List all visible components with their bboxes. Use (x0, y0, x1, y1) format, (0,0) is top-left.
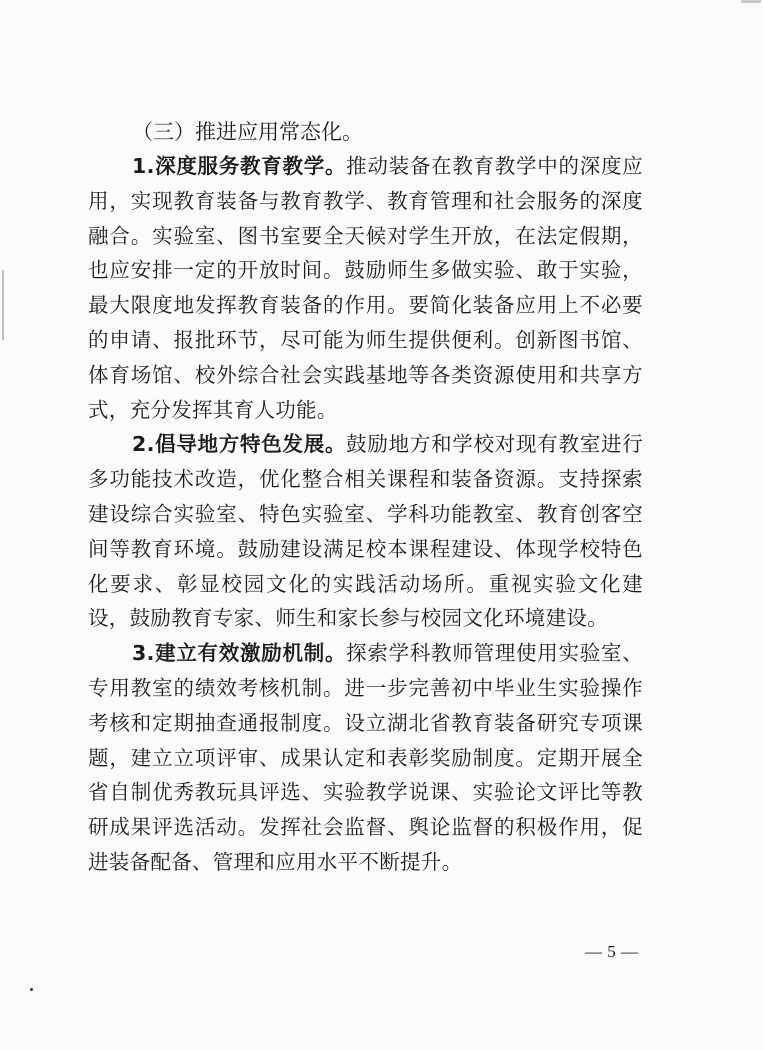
scan-dot (30, 988, 33, 991)
paragraph-2-body: 鼓励地方和学校对现有教室进行多功能技术改造，优化整合相关课程和装备资源。支持探索建设综合实验室、特色实验室、学科功能教室、教育创客空间等教育环境。鼓励建设满足校本课程建设、体现学校特色化要求、彰显校园文化的实践活动场所。重视实验文化建设，鼓励教育专家、师生和家长参与校园文化环境建设。 (88, 432, 643, 631)
paragraph-2-title: 2.倡导地方特色发展。 (132, 432, 347, 457)
paragraph-1-body: 推动装备在教育教学中的深度应用，实现教育装备与教育教学、教育管理和社会服务的深度融合。实验室、图书室要全天候对学生开放，在法定假期，也应安排一定的开放时间。鼓励师生多做实验、敢于实验，最大限度地发挥教育装备的作用。要简化装备应用上不必要的申请、报批环节，尽可能为师生提供便利。创新图书馆、体育场馆、校外综合社会实践基地等各类资源使用和共享方式，充分发挥其育人功能。 (88, 154, 643, 422)
document-body (88, 115, 643, 880)
page-number: — 5 — (585, 942, 639, 961)
paragraph-3-body: 探索学科教师管理使用实验室、专用教室的绩效考核机制。进一步完善初中毕业生实验操作考核和定期抽查通报制度。设立湖北省教育装备研究专项课题，建立立项评审、成果认定和表彰奖励制度。定期开展全省自制优秀教玩具评选、实验教学说课、实验论文评比等教研成果评选活动。发挥社会监督、舆论监督的积极作用，促进装备配备、管理和应用水平不断提升。 (88, 641, 643, 874)
scan-binding-shadow (2, 270, 4, 340)
scan-edge-mark (741, 0, 761, 3)
section-heading: （三）推进应用常态化。 (132, 120, 363, 144)
paragraph-2 (88, 427, 643, 636)
paragraph-1-title: 1.深度服务教育教学。 (132, 154, 347, 178)
paragraph-1 (88, 149, 643, 427)
paragraph-3-title: 3.建立有效激励机制。 (132, 641, 347, 666)
paragraph-3 (88, 636, 643, 880)
